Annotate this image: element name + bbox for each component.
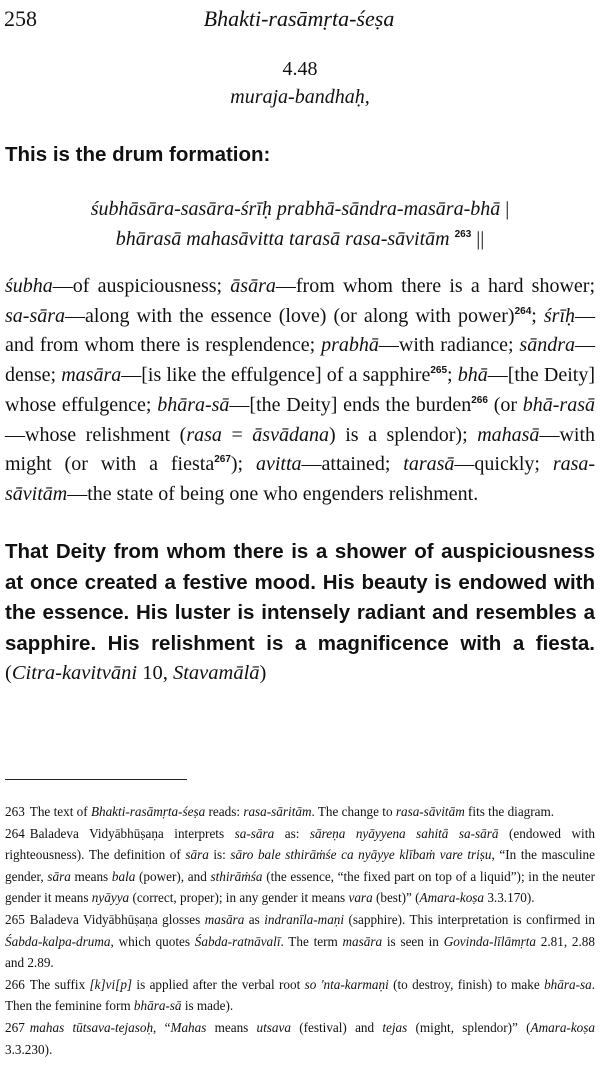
gloss-meaning: —dense; xyxy=(5,334,595,387)
verse-line-1 xyxy=(0,198,600,221)
footnote-italic: Amara-koṣa xyxy=(530,1019,595,1035)
gloss-term: āsāra xyxy=(230,275,276,297)
gloss-meaning: —quickly; xyxy=(454,453,553,476)
verse-line-1-text: śubhāsāra-sasāra-śrīḥ prabhā-sāndra-masāra-bhā xyxy=(90,198,501,220)
footnote-text: 2.81, 2.88 and 2.89. xyxy=(5,933,595,971)
verse-separator: | xyxy=(505,198,510,220)
footnote-265 xyxy=(5,909,595,974)
footnote-italic: masāra xyxy=(342,933,383,949)
page-number: 258 xyxy=(4,6,37,31)
footnote-text: Baladeva Vidyābhūṣaṇa interprets xyxy=(29,825,235,841)
footnote-text: is seen in xyxy=(382,933,444,949)
footnote-text: means xyxy=(70,868,112,884)
footnote-text: (might, splendor)” ( xyxy=(407,1019,531,1035)
citation-mid: 10, xyxy=(137,662,173,685)
footnote-number: 263 xyxy=(5,804,25,819)
footnote-italic: utsava xyxy=(256,1019,291,1035)
gloss-meaning: —with might (or with a fiesta xyxy=(5,423,595,476)
footnote-text: . The change to xyxy=(311,804,396,819)
footnote-italic: sāro bale sthirāṁśe ca nyāyye klībaṁ vare triṣu xyxy=(230,847,492,863)
footnote-text: (endowed with righteousness). The definition of xyxy=(5,825,595,863)
footnote-text: is made). xyxy=(181,998,234,1014)
footnote-italic: Govinda-līlāmṛta xyxy=(443,933,536,949)
section-heading: This is the drum formation: xyxy=(5,143,271,166)
footnote-italic: bala xyxy=(111,868,136,884)
footnote-ref-265[interactable]: 265 xyxy=(430,365,448,377)
footnote-text: , “In the masculine gender, xyxy=(5,847,595,884)
gloss-meaning: —and from whom there is resplendence; xyxy=(5,304,596,357)
footnote-italic: sa-sāra xyxy=(234,825,275,841)
footnote-ref-266[interactable]: 266 xyxy=(471,394,488,406)
gloss-sep: ; xyxy=(531,304,544,327)
citation-work: Citra-kavitvāni xyxy=(11,662,138,685)
footnote-italic: Amara-koṣa xyxy=(419,890,485,906)
footnote-italic: indranīla-maṇi xyxy=(264,911,345,927)
gloss-term: prabhā xyxy=(321,334,379,357)
gloss-term: rasa xyxy=(186,423,222,446)
footnote-text: The text of xyxy=(29,804,91,819)
verse-line-2-text: bhārasā mahasāvitta tarasā rasa-sāvitām xyxy=(115,228,450,250)
footnote-number: 264 xyxy=(5,825,25,841)
gloss-meaning: —[the Deity] ends the burden xyxy=(229,393,472,416)
footnote-264 xyxy=(5,823,595,909)
footnote-text: (to destroy, finish) to make xyxy=(388,976,545,992)
gloss-term: āsvādana xyxy=(252,423,329,446)
gloss-meaning: —attained; xyxy=(301,453,404,476)
gloss-term: rasa-sāvitām xyxy=(5,453,596,505)
footnote-italic: sthirāṁśa xyxy=(210,868,263,884)
footnote-text: (best)” ( xyxy=(372,890,420,906)
footnote-text: Baladeva Vidyābhūṣaṇa glosses xyxy=(29,911,205,927)
gloss-meaning: —whose relishment ( xyxy=(5,423,187,446)
gloss-meaning: —[is like the effulgence] of a sapphire xyxy=(121,364,431,387)
footnote-text: (correct, proper); in any gender it means xyxy=(129,890,349,906)
citation-open: ( xyxy=(5,662,12,685)
word-gloss-paragraph xyxy=(5,272,595,510)
footnote-italic: masāra xyxy=(204,911,245,927)
gloss-meaning: —of auspiciousness; xyxy=(52,275,231,297)
gloss-term: bhā-rasā xyxy=(522,393,595,416)
verse-number: 4.48 xyxy=(282,58,318,80)
footnote-divider xyxy=(5,779,187,780)
footnote-italic: Śabda-ratnāvalī xyxy=(194,933,281,949)
footnote-italic: rasa-sāritām xyxy=(243,804,312,819)
footnote-italic: mahas tūtsava-tejasoḥ xyxy=(29,1019,154,1035)
translation-text: That Deity from whom there is a shower of auspiciousness at once created a festive mood. His beauty is endowed with the essence. His luster is intensely radiant and resembles a sapphire. His relishment is a magnificence with a fiesta. xyxy=(5,540,595,655)
footnote-italic: so 'nta-karmaṇi xyxy=(304,976,389,992)
footnote-ref-264[interactable]: 264 xyxy=(514,305,532,317)
footnote-number: 266 xyxy=(5,976,25,992)
verse-line-2 xyxy=(0,228,600,251)
gloss-term: masāra xyxy=(61,364,122,387)
running-title: Bhakti-rasāmṛta-śeṣa xyxy=(203,6,395,31)
gloss-meaning: —along with the essence (love) (or along with power) xyxy=(65,304,515,327)
translation-paragraph xyxy=(5,537,595,689)
footnote-text: (power), and xyxy=(135,868,211,884)
footnote-text: is applied after the verbal root xyxy=(132,976,305,992)
page-header xyxy=(4,6,594,36)
gloss-term: tarasā xyxy=(403,453,455,476)
gloss-meaning: —from whom there is a hard shower; xyxy=(275,275,596,297)
gloss-term: sa-sāra xyxy=(5,304,66,327)
gloss-meaning: —[the Deity] whose effulgence; xyxy=(5,364,596,416)
gloss-term: mahasā xyxy=(477,423,540,446)
footnote-text: . Then the feminine form xyxy=(5,976,595,1014)
footnote-italic: Śabda-kalpa-druma xyxy=(5,933,111,949)
gloss-term: bhāra-sā xyxy=(157,393,230,416)
footnote-text: (the essence, “the fixed part on top of a liquid”); in the neuter gender it means xyxy=(5,868,595,906)
footnote-text: as xyxy=(244,911,265,927)
footnote-italic: Bhakti-rasāmṛta-śeṣa xyxy=(90,804,206,819)
footnote-italic: bhāra-sā xyxy=(133,998,182,1014)
gloss-meaning: ) is a splendor); xyxy=(328,423,478,446)
footnote-italic: rasa-sāvitām xyxy=(395,804,465,819)
gloss-term: śubha xyxy=(5,275,53,297)
footnote-267 xyxy=(5,1017,595,1060)
gloss-meaning: (or xyxy=(487,393,523,416)
gloss-sep: ); xyxy=(230,453,256,476)
footnote-italic: bhāra-sa xyxy=(544,976,592,992)
gloss-sep: ; xyxy=(447,364,458,387)
footnote-text: , which quotes xyxy=(110,933,195,949)
footnote-text: . The term xyxy=(280,933,343,949)
citation-close: ) xyxy=(259,662,267,685)
footnote-italic: sāra xyxy=(47,868,71,884)
gloss-meaning: = xyxy=(221,423,253,446)
verse-name: muraja-bandhaḥ, xyxy=(230,86,370,108)
gloss-term: śrīḥ xyxy=(543,304,576,327)
footnote-italic: Mahas xyxy=(170,1019,207,1035)
footnote-number: 267 xyxy=(5,1019,25,1035)
footnote-italic: nyāyya xyxy=(91,890,130,906)
footnote-263 xyxy=(5,801,595,823)
footnote-italic: vara xyxy=(348,890,373,906)
footnote-text: as: xyxy=(274,825,310,841)
footnote-number: 265 xyxy=(5,911,25,927)
footnote-italic: sāra xyxy=(185,847,209,863)
gloss-meaning: —with radiance; xyxy=(378,334,520,357)
footnote-text: 3.3.230). xyxy=(5,1041,53,1057)
footnote-266 xyxy=(5,974,595,1017)
footnote-italic: sāreṇa nyāyyena sahitā sa-sārā xyxy=(309,825,499,841)
citation-collection: Stavamālā xyxy=(172,662,260,685)
footnote-text: 3.3.170). xyxy=(484,890,535,906)
footnote-text: is: xyxy=(208,847,231,863)
footnote-text: fits the diagram. xyxy=(464,804,555,819)
footnote-text: (sapphire). This interpretation is confirmed in xyxy=(344,911,595,927)
footnote-text: The suffix xyxy=(29,976,90,992)
footnote-text: means xyxy=(206,1019,257,1035)
footnote-text: , “ xyxy=(153,1019,171,1035)
footnote-text: reads: xyxy=(205,804,244,819)
footnote-italic: [k]vi[p] xyxy=(89,976,133,992)
gloss-term: avitta xyxy=(255,453,302,476)
verse-end-separator: || xyxy=(476,228,485,250)
gloss-term: bhā xyxy=(457,364,488,387)
footnote-italic: tejas xyxy=(382,1019,408,1035)
footnote-ref-263[interactable]: 263 xyxy=(454,229,472,240)
footnotes-section xyxy=(5,801,595,1060)
gloss-meaning: —the state of being one who engenders relishment. xyxy=(67,482,479,505)
gloss-term: sāndra xyxy=(519,334,575,357)
footnote-text: (festival) and xyxy=(290,1019,383,1035)
footnote-ref-267[interactable]: 267 xyxy=(214,454,231,466)
